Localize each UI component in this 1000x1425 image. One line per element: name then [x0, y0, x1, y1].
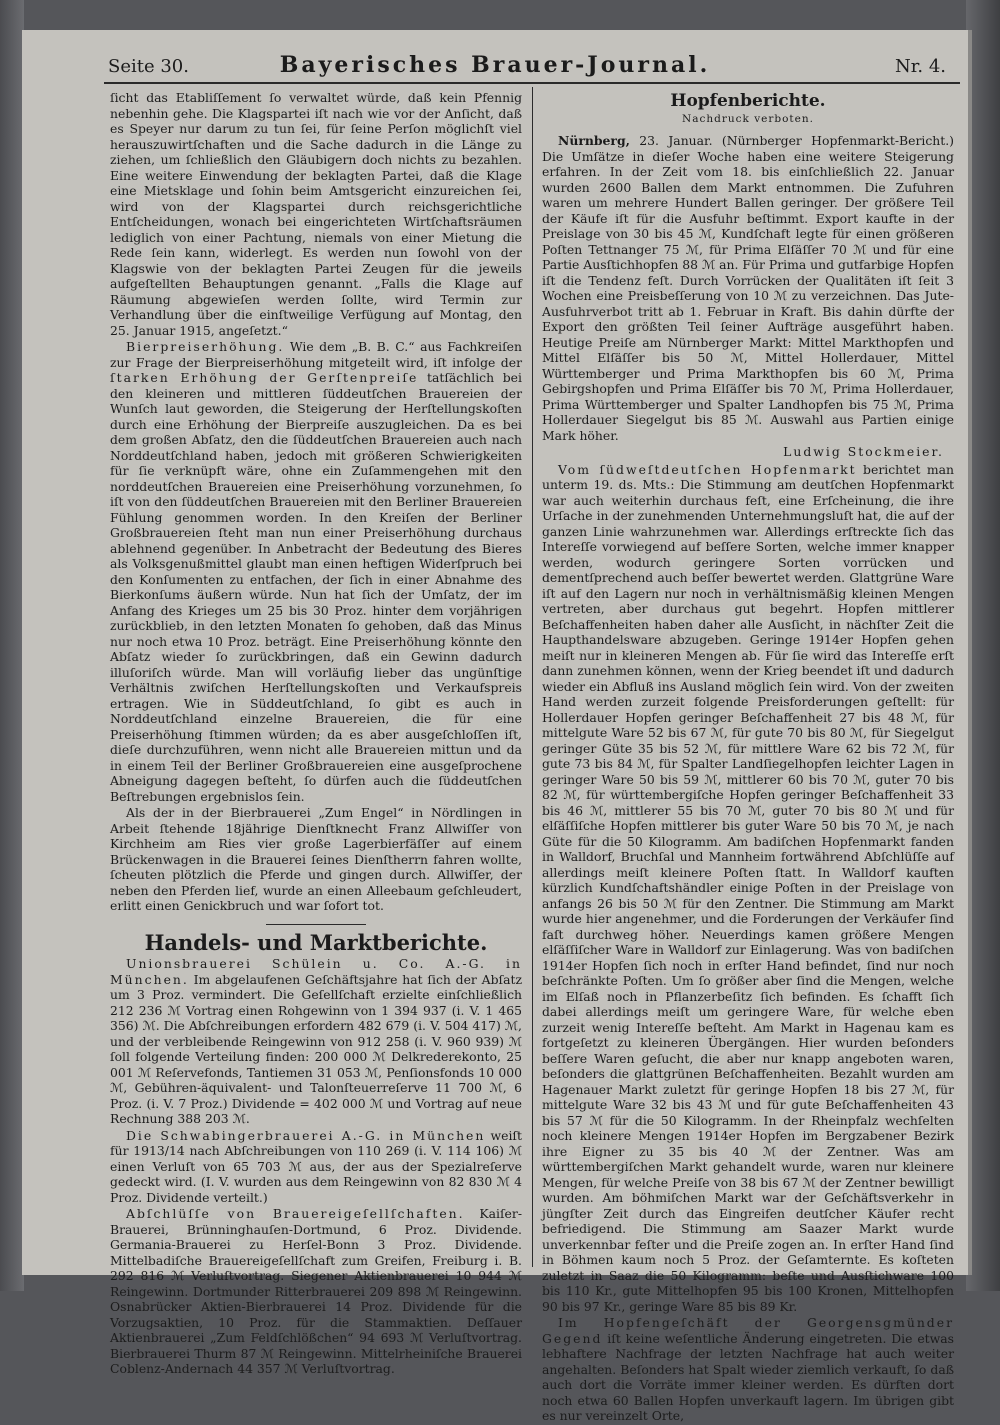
article-nuernberg: Nürnberg, 23. Januar. (Nürnberger Hopfenmarkt-Bericht.) Die Umſätze in dieſer Woche haben eine weitere Steigerung erfahren. In der Zeit vom 18. bis einſchließlich 22. Januar wurden 2600 Ballen dem Markt entnommen. Die Zufuhren waren um mehrere Hundert Ballen geringer. Der größere Teil der Käufe iſt für die Ausfuhr beſtimmt. Export kaufte in der Preislage von 30 bis 45 ℳ, Kundſchaft legte für einen größeren Poſten Tettnanger 75 ℳ, für Prima Elſäſſer 70 ℳ und für eine Partie Ausſtichhopfen 88 ℳ an. Für Prima und gutfarbige Hopfen iſt die Tendenz feſt. Durch Vorrücken der Qualitäten iſt ſeit 3 Wochen eine Preisbeſſerung von 10 ℳ zu verzeichnen. Das Jute-Ausfuhrverbot tritt ab 1. Februar in Kraft. Bis dahin dürfte der Export den größten Teil ſeiner Aufträge ausgeführt haben. Heutige Preiſe am Nürnberger Markt: Mittel Markthopfen und Mittel Elſäſſer bis 50 ℳ, Mittel Hollerdauer, Mittel Württemberger und Prima Markthopfen bis 60 ℳ, Prima Gebirgshopfen und Prima Elſäſſer bis 70 ℳ, Prima Hollerdauer, Prima Württemberger und Spalter Landhopfen bis 75 ℳ, Prima Hollerdauer Siegelgut bis 85 ℳ. Auswahl aus Partien einige Mark höher. — [542, 133, 954, 443]
section-title-handel: Handels- und Marktberichte. — [144, 929, 488, 955]
right-column — [542, 90, 954, 1425]
article-bierpreiserhoehung: Bierpreiserhöhung. Wie dem „B. B. C.“ aus Fachkreiſen zur Frage der Bierpreiserhöhung mitgeteilt wird, iſt infolge der ſtarken Erhöhung der Gerſtenpreiſe tatſächlich bei den kleineren und mittleren ſüddeutſchen Brauereien der Wunſch laut geworden, die Steigerung der Herſtellungskoſten durch eine Erhöhung der Bierpreiſe auszugleichen. Da es bei dem großen Abſatz, den die ſüddeutſchen Brauereien auch nach Norddeutſchland haben, jedoch mit größeren Schwierigkeiten für ſie verknüpft wäre, ohne ein Zuſammengehen mit den norddeutſchen Brauereien eine Preiserhöhung vorzunehmen, ſo iſt von den ſüddeutſchen Brauereien mit den Berliner Brauereien Fühlung genommen worden. In den Kreiſen der Berliner Großbrauereien ſteht man nun einer Preiserhöhung durchaus ablehnend gegenüber. In Anbetracht der Bedeutung des Bieres als Volksgenußmittel glaubt man einen heftigen Widerſpruch bei den Konſumenten zu entfachen, der ſich in einer Abnahme des Bierkonſums äußern würde. Nun hat ſich der Umſatz, der im Anfang des Krieges um 25 bis 30 Proz. hinter dem vorjährigen zurückblieb, in den letzten Monaten ſo gehoben, daß das Minus nur noch etwa 10 Proz. beträgt. Eine Preiserhöhung könnte den Abſatz wieder ſo zurückbringen, daß ein Gewinn dadurch illuſoriſch würde. Man will vorläufig lieber das ungünſtige Verhältnis zwiſchen Herſtellungskoſten und Verkaufspreis ertragen. Wie in Süddeutſchland, ſo gibt es auch in Norddeutſchland einzelne Brauereien, die für eine Preiserhöhung ſtimmen würden; da es aber ausgeſchloſſen iſt, dieſe durchzuführen, wenn nicht alle Brauereien mittun und da in einem Teil der Berliner Großbrauereien eine ausgeſprochene Abneigung dagegen beſteht, ſo dürfen auch die ſüddeutſchen Beſtrebungen ergebnislos ſein. — [110, 339, 522, 804]
article-heading: Bierpreiserhöhung. — [126, 339, 285, 354]
issue-number: Nr. 4. — [895, 56, 946, 77]
article-unionsbrauerei: Unionsbrauerei Schülein u. Co. A.-G. in München. Im abgelaufenen Geſchäftsjahre hat ſich der Abſatz um 3 Proz. vermindert. Die Geſellſchaft erzielte einſchließlich 212 236 ℳ Vortrag einen Rohgewinn von 1 394 937 (i. V. 1 465 356) ℳ. Die Abſchreibungen erfordern 482 679 (i. V. 504 417) ℳ, und der verbleibende Reingewinn von 912 258 (i. V. 960 939) ℳ ſoll folgende Verteilung finden: 200 000 ℳ Delkrederekonto, 25 001 ℳ Reſervefonds, Tantiemen 31 053 ℳ, Penſionsfonds 10 000 ℳ, Gebühren-äquivalent- und Talonſteuerreſerve 11 700 ℳ, 6 Proz. (i. V. 7 Proz.) Dividende = 402 000 ℳ und Vortrag auf neue Rechnung 388 203 ℳ. — [110, 956, 522, 1126]
section-title-hopfen: Hopfenberichte. — [670, 91, 826, 111]
section-subtitle: Nachdruck verboten. — [682, 112, 814, 125]
emphasis-text: ſtarken Erhöhung der Gerſtenpreiſe — [110, 370, 419, 385]
article-schwabinger: Die Schwabingerbrauerei A.-G. in München weiſt für 1913/14 nach Abſchreibungen von 110 269 (i. V. 114 106) ℳ einen Verluſt von 65 703 ℳ aus, der aus der Spezialreſerve gedeckt wird. (I. V. wurden aus dem Reingewinn von 82 830 ℳ 4 Proz. Dividende verteilt.) — [110, 1127, 522, 1205]
article-georgensgmuend: Im Hopfengeſchäft der Georgensgmünder Gegend iſt keine weſentliche Änderung eingetreten. Die etwas lebhaftere Nachfrage der letzten Nachfrage hat auch weiter angehalten. Beſonders hat Spalt wieder ziemlich verkauft, ſo daß auch dort die Vorräte immer kleiner werden. Es dürften dort noch etwa 60 Ballen Hopfen unverkauft lagern. Im übrigen gibt es nur vereinzelt Orte, — [542, 1315, 954, 1423]
article-heading: Vom ſüdweſtdeutſchen Hopfenmarkt — [558, 461, 857, 477]
page-number: Seite 30. — [108, 56, 189, 77]
journal-title: Bayerisches Brauer-Journal. — [279, 52, 711, 78]
page-header — [22, 52, 968, 82]
left-column — [110, 90, 522, 1378]
column-divider — [532, 87, 533, 1267]
article-heading: Die Schwabingerbrauerei A.-G. in München — [126, 1127, 486, 1143]
author-signature: Ludwig Stockmeier. — [783, 444, 944, 459]
place-name: Nürnberg, — [558, 133, 630, 148]
article-suedwest-hopfenmarkt: Vom ſüdweſtdeutſchen Hopfenmarkt berichtet man unterm 19. ds. Mts.: Die Stimmung am deutſchen Hopfenmarkt war auch weiterhin durchaus feſt, eine Erſcheinung, die ihre Urſache in der zunehmenden Unternehmungsluſt hat, die auf der ganzen Linie wahrzunehmen war. Allerdings erſtreckte ſich das Intereſſe vorwiegend auf beſſere Sorten, welche immer knapper werden, wodurch geringere Sorten vorrücken und dementſprechend auch beſſer bewertet werden. Glattgrüne Ware iſt auf den Lagern nur noch in verhältnismäßig kleinen Mengen vertreten, aber durchaus gut begehrt. Hopfen mittlerer Beſchaffenheiten haben daher alle Ausſicht, in nächſter Zeit die Haupthandelsware abzugeben. Geringe 1914er Hopfen gehen meiſt nur in kleineren Mengen ab. Für ſie wird das Intereſſe erſt dann zunehmen können, wenn der Krieg beendet iſt und dadurch wieder ein Abfluß ins Ausland möglich ſein wird. Von der zweiten Hand werden zurzeit folgende Preisforderungen geſtellt: für Hollerdauer Hopfen geringer Beſchaffenheit 27 bis 48 ℳ, für mittelgute Ware 52 bis 67 ℳ, für gute 70 bis 80 ℳ, für Siegelgut geringer Güte 35 bis 52 ℳ, für mittlere Ware 62 bis 72 ℳ, für gute 73 bis 84 ℳ, für Spalter Landſiegelhopfen leichter Lagen in geringer Ware 50 bis 59 ℳ, mittlerer 60 bis 70 ℳ, guter 70 bis 82 ℳ, für württembergiſche Hopfen geringer Beſchaffenheit 33 bis 46 ℳ, mittlerer 55 bis 70 ℳ, guter 70 bis 80 ℳ und für elſäſſiſche Hopfen mittlerer bis guter Ware 50 bis 70 ℳ, je nach Güte für die 50 Kilogramm. Am badiſchen Hopfenmarkt fanden in Walldorf, Bruchſal und Mannheim fortwährend Abſchlüſſe auf allerdings meiſt kleinere Poſten ſtatt. In Walldorf kauften kürzlich Kundſchaftshändler einige Poſten in der Preislage von anfangs 26 bis 50 ℳ für den Zentner. Die Stimmung am Markt wurde hier angenehmer, und die Forderungen der Verkäufer ſind faſt durchweg höher. Neuerdings kamen größere Mengen elſäſſiſcher Ware in Walldorf zur Einlagerung. Was von badiſchen 1914er Hopfen ſich noch in erſter Hand befindet, ſind nur noch beſchränkte Poſten. Um ſo größer aber ſind die Mengen, welche im Elſaß noch in Pflanzerbeſitz ſich befinden. Es ſchafft ſich dabei allerdings meiſt um geringere Ware, für welche eben zurzeit wenig Intereſſe beſteht. Am Markt in Hagenau kam es fortgeſetzt zu kleineren Übergängen. Hier wurden beſonders beſſere Waren geſucht, die aber nur knapp angeboten waren, beſonders die glattgrünen Beſchaffenheiten. Bezahlt wurden am Hagenauer Markt zuletzt für geringe Hopfen 18 bis 27 ℳ, für mittelgute Ware 32 bis 43 ℳ und für gute Beſchaffenheiten 43 bis 57 ℳ für die 50 Kilogramm. In der Rheinpfalz wechſelten noch kleinere Mengen 1914er Hopfen im Bergzabener Bezirk ihre Eigner zu 35 bis 40 ℳ der Zentner. Was am württembergiſchen Markt gehandelt wurde, waren nur kleinere Mengen, für welche Preiſe von 38 bis 67 ℳ der Zentner bewilligt wurden. Am böhmiſchen Markt war der Geſchäftsverkehr in jüngſter Zeit durch das Eingreifen deutſcher Käufer recht befriedigend. Die Stimmung am Saazer Markt wurde unverkennbar feſter und die Preiſe zogen an. In erſter Hand ſind in Böhmen kaum noch 5 Proz. der Geſamternte. Es koſteten zuletzt in Saaz die 50 Kilogramm: beſte und Ausſtichware 100 bis 110 Kr., gute Mittelhopfen 95 bis 100 Kronen, Mittelhopfen 90 bis 97 Kr., geringe Ware 85 bis 89 Kr. — [542, 461, 954, 1314]
article-heading: Abſchlüſſe von Brauereigeſellſchaften. — [126, 1206, 465, 1221]
header-rule — [104, 82, 960, 84]
article-heading: Im Hopfengeſchäft der Georgensgmünder Gegend — [542, 1315, 954, 1346]
article-abschluesse: Abſchlüſſe von Brauereigeſellſchaften. Kaiſer-Brauerei, Brünninghauſen-Dortmund, 6 Proz. Dividende. Germania-Brauerei zu Herſel-Bonn 3 Proz. Dividende. Mittelbadiſche Brauereigeſellſchaft zum Greifen, Freiburg i. B. 292 816 ℳ Verluſtvortrag. Siegener Aktienbrauerei 10 944 ℳ Reingewinn. Dortmunder Ritterbrauerei 209 898 ℳ Reingewinn. Osnabrücker Aktien-Bierbrauerei 14 Proz. Dividende für die Vorzugsaktien, 10 Proz. für die Stammaktien. Deſſauer Aktienbrauerei „Zum Feldſchlößchen“ 94 693 ℳ Verluſtvortrag. Bierbrauerei Thurm 87 ℳ Reingewinn. Mittelrheiniſche Brauerei Coblenz-Andernach 44 357 ℳ Verluſtvortrag. — [110, 1206, 523, 1376]
book-binding — [0, 0, 24, 1291]
article-continuation: ſicht das Etabliſſement ſo verwaltet würde, daß kein Pfennig nebenhin gehe. Die Klagspartei iſt nach wie vor der Anſicht, daß es Speyer nur darum zu tun ſei, für ſeine Perſon möglichſt viel herauszuwirtſchaften und die Sache dadurch in die Länge zu ziehen, um ſchließlich den Gläubigern doch nichts zu bezahlen. Eine weitere Einwendung der beklagten Partei, daß die Klage eine Mietsklage und ſohin beim Amtsgericht einzureichen ſei, wird von der Klagspartei durch reichsgerichtliche Entſcheidungen, wonach bei eingerichteten Wirtſchaftsräumen lediglich von einer Pachtung, niemals von einer Mietung die Rede ſein kann, widerlegt. Es werden nun ſowohl von der Klagswie von der beklagten Partei Zeugen für die jeweils aufgeſtellten Behauptungen genannt. „Falls die Klage auf Räumung abgewieſen werden ſollte, wird Termin zur Verhandlung über die einſtweilige Verfügung auf Montag, den 25. Januar 1915, angeſetzt.“ — [110, 90, 522, 338]
article-heading: Unionsbrauerei Schülein u. Co. A.-G. in München. — [110, 956, 522, 987]
article-noerdlingen: Als der in der Bierbrauerei „Zum Engel“ in Nördlingen in Arbeit ſtehende 18jährige Dienſtknecht Franz Allwiſſer von Kirchheim am Ries vier große Lagerbierfäſſer auf einem Brückenwagen in die Brauerei ſeines Dienſtherrn fahren wollte, ſcheuten plötzlich die Pferde und gingen durch. Allwiſſer, der neben den Pferden lief, wurde an einen Alleebaum geſchleudert, erlitt einen Genickbruch und war ſofort tot. — [110, 805, 522, 913]
newspaper-page — [22, 30, 968, 1423]
page-edge — [966, 0, 1000, 1291]
section-rule — [266, 924, 366, 925]
